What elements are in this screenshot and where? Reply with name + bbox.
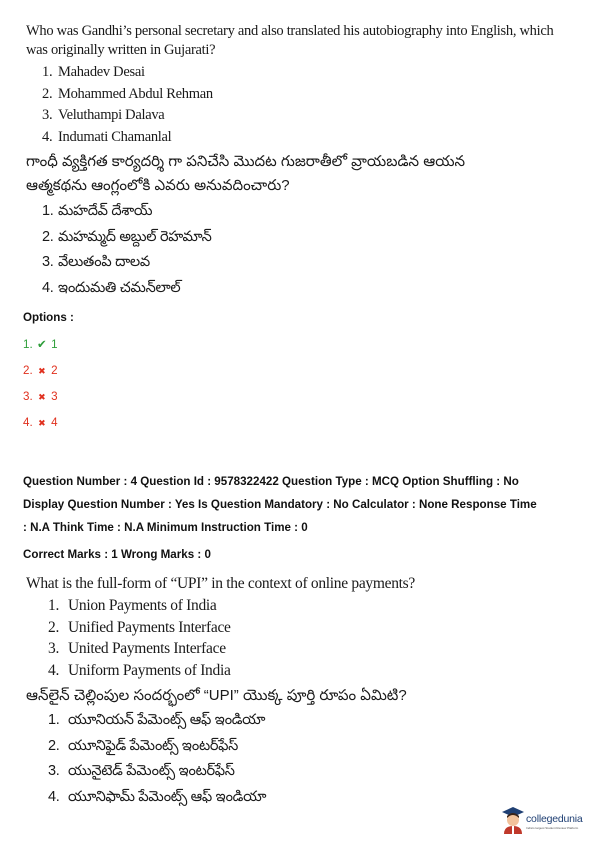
option-text: Uniform Payments of India [68,661,231,679]
option-text: Unified Payments Interface [68,618,231,636]
option-item: 3. యునైటెడ్ పేమెంట్స్ ఇంటర్‌ఫేస్ [48,763,235,779]
option-text: ఇందుమతి చమన్‌లాల్ [58,279,181,296]
option-item: 2. మహమ్మద్ అబ్దుల్ రెహమాన్ [42,228,212,245]
logo-tagline: India's largest Student Review Platform [526,826,579,830]
answer-option-2 [23,364,58,378]
logo-wordmark: collegedunia [526,813,583,825]
option-text: Mohammed Abdul Rehman [58,85,213,102]
answer-number: 1. [23,338,33,351]
option-item: 3. వేలుతంపి దాలవ [42,254,150,270]
option-item: 4. ఇందుమతి చమన్‌లాల్ [42,279,181,296]
answer-value: 1 [51,338,58,351]
option-item: 4. Uniform Payments of India [48,661,231,679]
question-4-marks: Correct Marks : 1 Wrong Marks : 0 [23,548,211,561]
question-3-options-telugu [42,199,212,301]
question-3-telugu-line-2: ఆత్మకథను ఆంగ్లంలోకి ఎవరు అనువదించారు? [26,177,290,194]
option-item: 2. Unified Payments Interface [48,618,231,636]
option-text: Indumati Chamanlal [58,128,172,145]
option-item: 2. యూనిఫైడ్ పేమెంట్స్ ఇంటర్‌ఫేస్ [48,737,239,754]
question-3-line-2: was originally written in Gujarati? [26,42,216,58]
option-item: 4. యూనిఫామ్ పేమెంట్స్ ఆఫ్ ఇండియా [48,788,267,805]
answer-number: 4. [23,416,33,429]
option-text: యూనిఫైడ్ పేమెంట్స్ ఇంటర్‌ఫేస్ [68,737,239,754]
option-text: Union Payments of India [68,597,217,614]
cross-icon: ✖ [38,392,46,402]
answer-value: 4 [51,416,58,429]
checkmark-icon: ✔ [37,338,47,351]
option-item: 4. Indumati Chamanlal [42,128,172,145]
question-3-options-english [42,62,213,148]
option-item: 1. Mahadev Desai [42,64,145,80]
question-3-telugu-line-1: గాంధీ వ్యక్తిగత కార్యదర్శి గా పనిచేసి మొదట గుజరాతీలో వ్రాయబడిన ఆయన [26,153,466,170]
option-text: యూనియన్ పేమెంట్స్ ఆఫ్ ఇండియా [68,712,266,728]
answer-number: 3. [23,390,33,403]
question-3-text [26,22,553,60]
question-3-telugu [26,150,465,198]
answer-option-3 [23,390,58,404]
answer-option-4 [23,416,58,430]
answer-value: 3 [51,390,58,403]
answer-value: 2 [51,364,58,377]
option-item: 3. United Payments Interface [48,640,226,657]
question-4-metadata [23,470,583,539]
option-item: 2. Mohammed Abdul Rehman [42,85,213,102]
option-text: యునైటెడ్ పేమెంట్స్ ఇంటర్‌ఫేస్ [68,763,235,779]
answer-number: 2. [23,364,33,377]
cross-icon: ✖ [38,418,46,428]
collegedunia-logo [501,806,589,836]
option-text: వేలుతంపి దాలవ [58,254,150,270]
metadata-line-3: : N.A Think Time : N.A Minimum Instruction Time : 0 [23,521,308,534]
answer-option-1 [23,338,58,352]
option-text: United Payments Interface [68,640,226,657]
question-4-options-telugu [48,708,266,810]
option-text: మహమ్మద్ అబ్దుల్ రెహమాన్ [58,228,212,245]
option-text: యూనిఫామ్ పేమెంట్స్ ఆఫ్ ఇండియా [68,788,267,805]
metadata-line-1: Question Number : 4 Question Id : 9578322422 Question Type : MCQ Option Shuffling : No [23,475,519,488]
option-item: 3. Veluthampi Dalava [42,107,165,123]
option-item: 1. Union Payments of India [48,597,217,614]
question-3-line-1: Who was Gandhi’s personal secretary and also translated his autobiography into English, which [26,23,554,39]
option-item: 1. మహదేవ్ దేశాయ్ [42,203,153,219]
question-4-text: What is the full-form of “UPI” in the context of online payments? [26,575,415,592]
cross-icon: ✖ [38,366,46,376]
option-item: 1. యూనియన్ పేమెంట్స్ ఆఫ్ ఇండియా [48,712,266,728]
option-text: Veluthampi Dalava [58,107,165,123]
question-4-options-english [48,595,231,681]
question-4-telugu: ఆన్‌లైన్ చెల్లింపుల సందర్భంలో “UPI” యొక్క పూర్తి రూపం ఏమిటి? [26,687,407,704]
options-label: Options : [23,311,74,324]
option-text: మహదేవ్ దేశాయ్ [58,203,153,219]
metadata-line-2: Display Question Number : Yes Is Question Mandatory : No Calculator : None Response Time [23,498,537,511]
option-text: Mahadev Desai [58,64,145,80]
student-mascot-icon [501,806,525,834]
